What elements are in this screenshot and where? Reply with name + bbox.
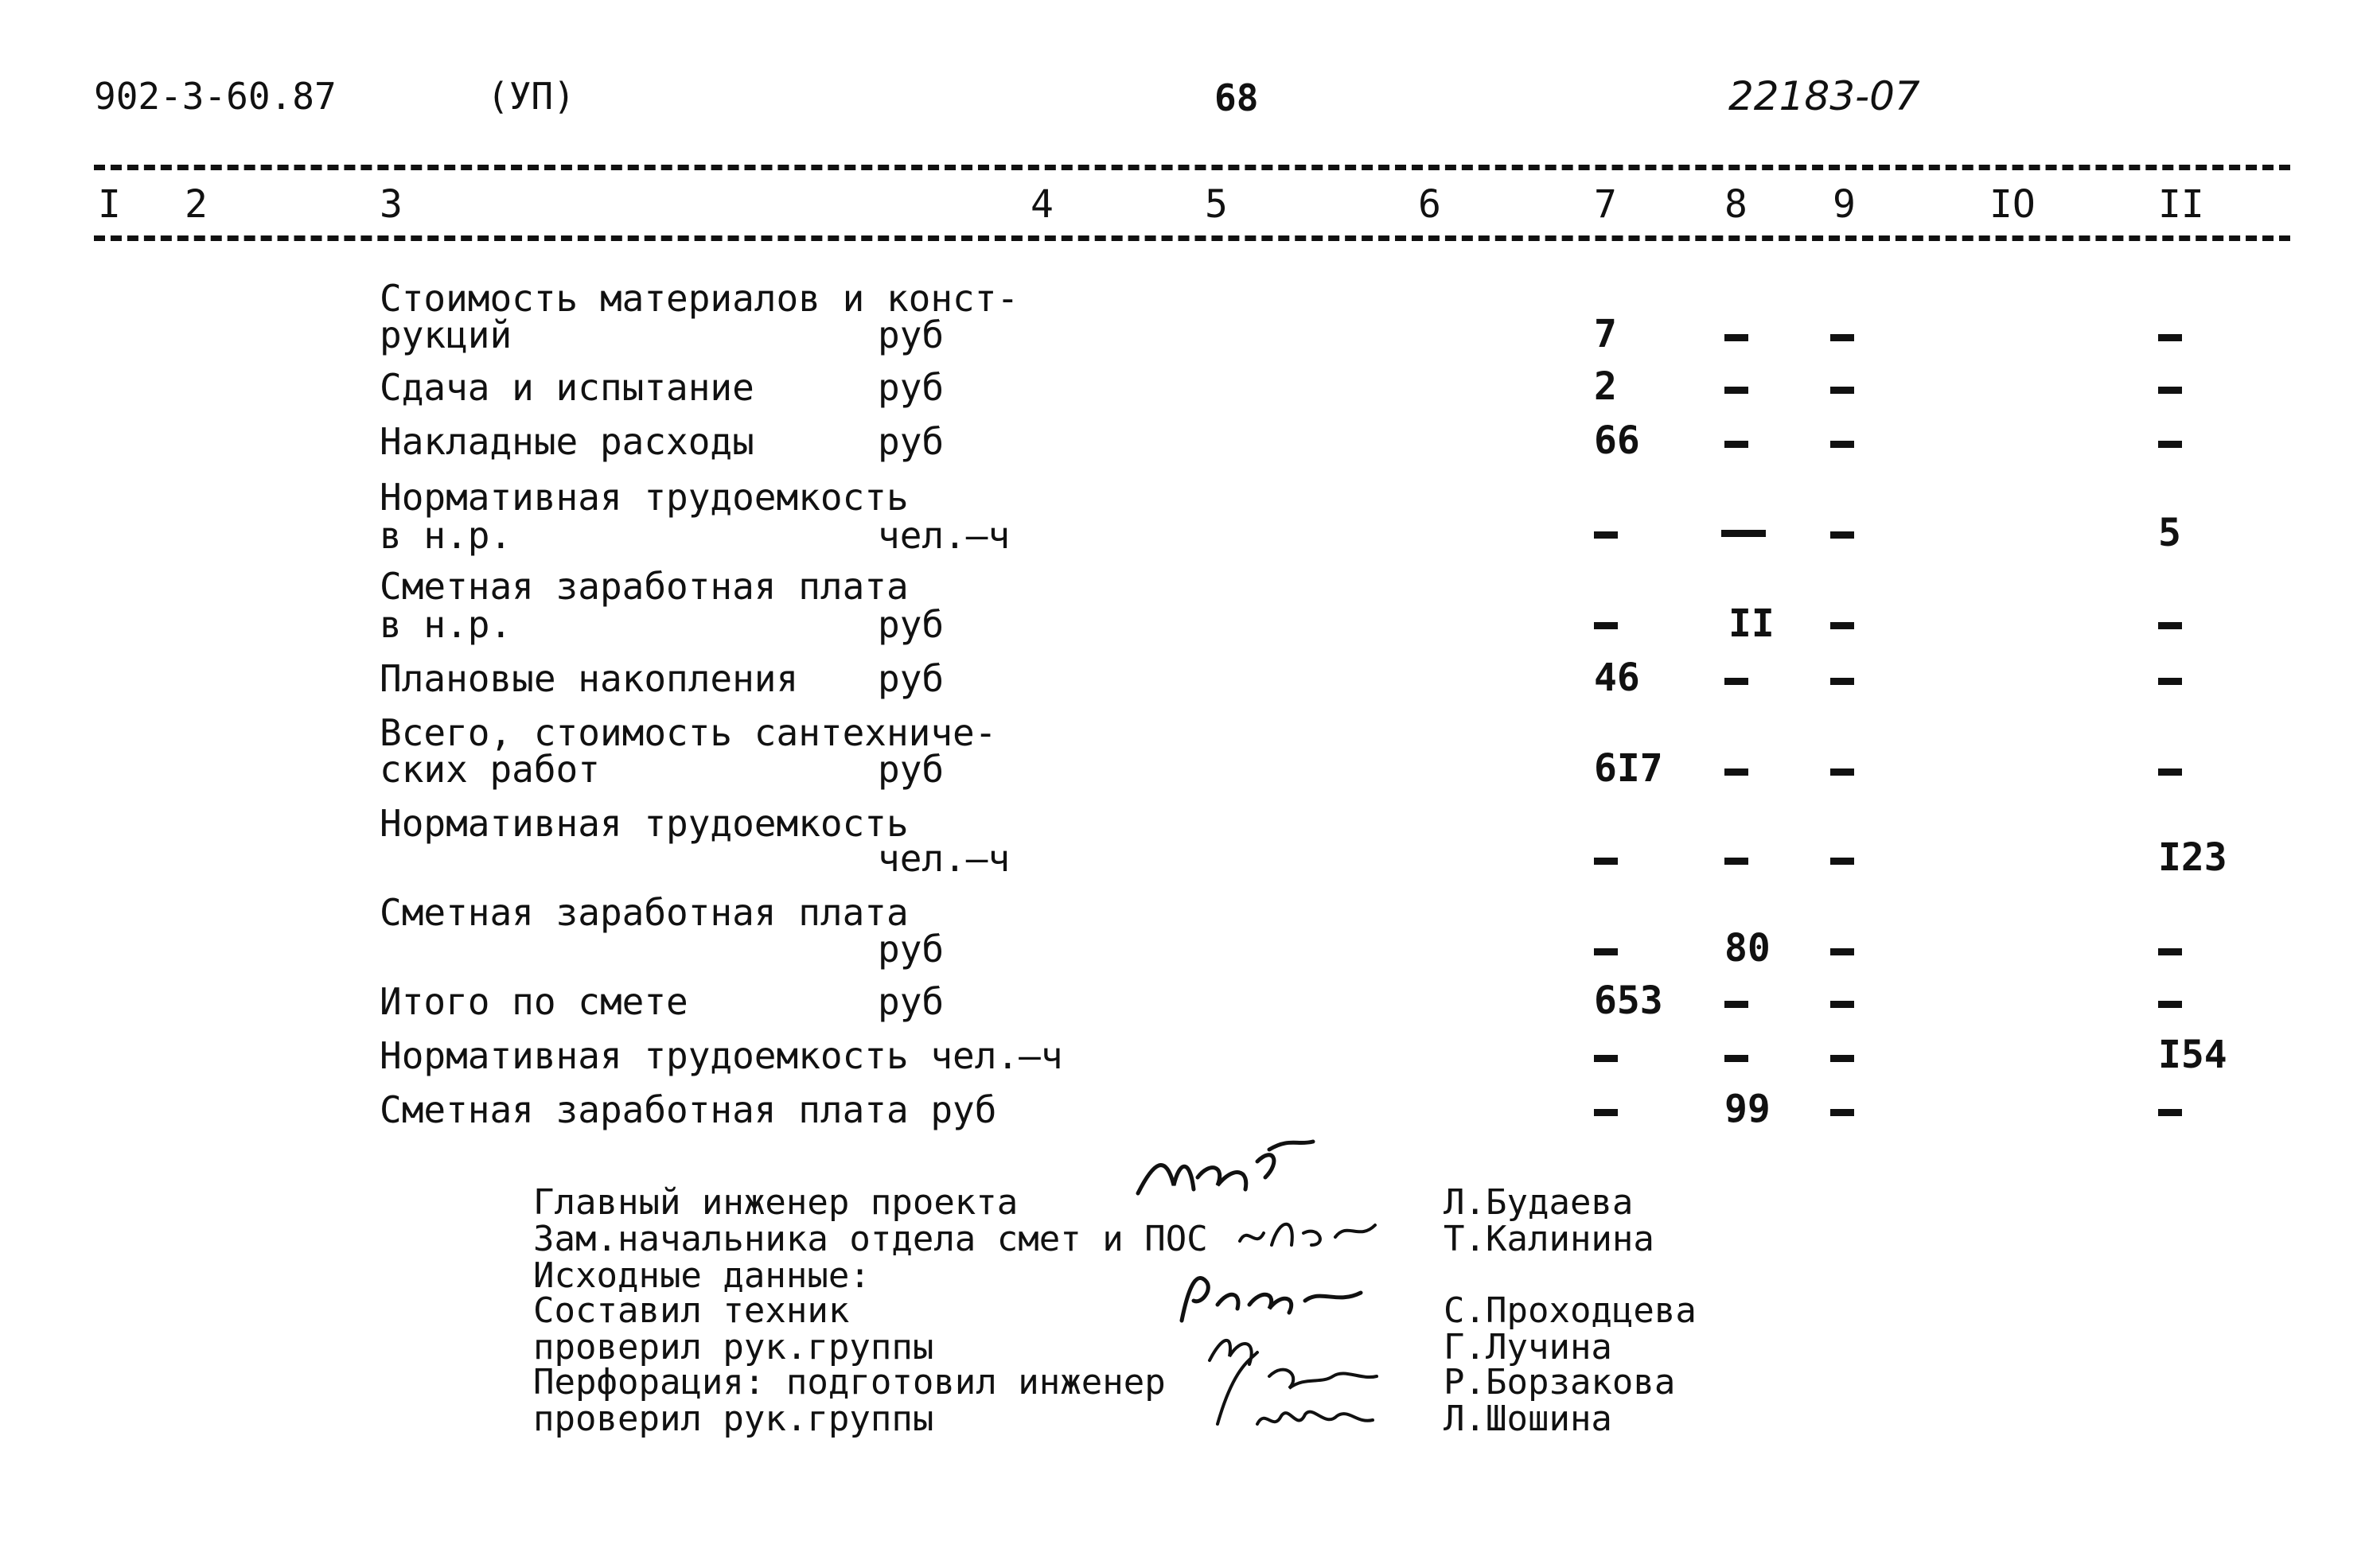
signature-role: Зам.начальника отдела смет и ПОС: [533, 1219, 1208, 1259]
row-label-cont: рукций: [380, 313, 512, 356]
signature-name: Л.Шошина: [1444, 1399, 1612, 1439]
cell-col8: 99: [1724, 1087, 1771, 1131]
signature-role: Главный инженер проекта: [533, 1182, 1019, 1223]
column-number: II: [2158, 182, 2204, 227]
cell-col7-dash: [1594, 948, 1618, 955]
column-number: 2: [185, 182, 208, 227]
handwritten-signature: [1232, 1209, 1391, 1257]
cell-col7-dash: [1594, 622, 1618, 629]
cell-col11-dash: [2158, 948, 2182, 955]
cell-col9-dash: [1830, 441, 1854, 448]
signature-name: Г.Лучина: [1444, 1327, 1612, 1368]
cell-col8-dash: [1724, 441, 1748, 448]
column-number: 4: [1031, 182, 1054, 227]
cell-col8-dash: [1724, 1001, 1748, 1008]
document-mark: (УП): [487, 75, 575, 118]
row-label: Нормативная трудоемкость чел.–ч: [380, 1034, 1063, 1077]
row-label: Нормативная трудоемкость: [380, 802, 909, 845]
row-unit: руб: [878, 980, 945, 1023]
cell-col8-dash: [1724, 768, 1748, 776]
column-number: I: [98, 182, 121, 227]
cell-col11-dash: [2158, 387, 2182, 394]
cell-col9-dash: [1830, 1109, 1854, 1116]
cell-col9-dash: [1830, 948, 1854, 955]
row-label: Сдача и испытание: [380, 366, 754, 409]
document-code: 902-3-60.87: [94, 75, 337, 118]
cell-col7-dash: [1594, 1109, 1618, 1116]
register-code: 22183-07: [1728, 73, 1920, 119]
cell-col8-dash: [1724, 858, 1748, 865]
column-number: 5: [1205, 182, 1228, 227]
cell-col9-dash: [1830, 334, 1854, 341]
cell-col11-dash: [2158, 768, 2182, 776]
cell-col8-dash: [1721, 530, 1766, 537]
cell-col8: II: [1728, 601, 1775, 646]
column-number: 8: [1724, 182, 1748, 227]
cell-col7: 46: [1594, 656, 1640, 700]
cell-col7-dash: [1594, 858, 1618, 865]
row-label: Сметная заработная плата: [380, 565, 909, 608]
row-label: Сметная заработная плата: [380, 891, 909, 934]
cell-col11-dash: [2158, 678, 2182, 685]
signature-name: Л.Будаева: [1444, 1182, 1634, 1223]
row-label: Стоимость материалов и конст-: [380, 277, 1019, 320]
cell-col8-dash: [1724, 678, 1748, 685]
handwritten-signature: [1130, 1130, 1337, 1209]
row-unit: чел.–ч: [878, 514, 1011, 557]
cell-col7-dash: [1594, 1055, 1618, 1062]
signature-name: С.Проходцева: [1444, 1290, 1697, 1331]
page-number: 68: [1214, 76, 1259, 119]
row-label-cont: ских работ: [380, 748, 600, 791]
handwritten-signature: [1194, 1321, 1401, 1440]
cell-col7: 6I7: [1594, 746, 1663, 791]
column-number: 7: [1594, 182, 1617, 227]
cell-col9-dash: [1830, 768, 1854, 776]
cell-col7: 653: [1594, 979, 1663, 1023]
row-unit: чел.–ч: [878, 837, 1011, 880]
row-unit: руб: [878, 603, 945, 646]
cell-col9-dash: [1830, 1055, 1854, 1062]
cell-col9-dash: [1830, 678, 1854, 685]
cell-col9-dash: [1830, 387, 1854, 394]
row-unit: руб: [878, 313, 945, 356]
column-number: 6: [1418, 182, 1441, 227]
cell-col11: I54: [2158, 1033, 2227, 1077]
cell-col9-dash: [1830, 1001, 1854, 1008]
row-unit: руб: [878, 420, 945, 463]
cell-col11-dash: [2158, 622, 2182, 629]
signature-role: Перфорация: подготовил инженер: [533, 1362, 1166, 1403]
cell-col8-dash: [1724, 1055, 1748, 1062]
cell-col11: 5: [2158, 511, 2181, 555]
row-unit: руб: [878, 366, 945, 409]
cell-col11-dash: [2158, 441, 2182, 448]
handwritten-signature: [1170, 1265, 1377, 1329]
cell-col8: 80: [1724, 926, 1771, 971]
row-label: Сметная заработная плата руб: [380, 1088, 997, 1131]
header-bottom-rule: [94, 235, 2290, 241]
header-top-rule: [94, 165, 2290, 170]
row-label: Плановые накопления: [380, 657, 799, 700]
column-number: IO: [1989, 182, 2036, 227]
cell-col7: 7: [1594, 312, 1617, 356]
row-unit: руб: [878, 748, 945, 791]
signature-role: Составил техник: [533, 1290, 850, 1331]
cell-col11-dash: [2158, 334, 2182, 341]
cell-col8-dash: [1724, 334, 1748, 341]
row-label-cont: в н.р.: [380, 514, 512, 557]
cell-col11-dash: [2158, 1109, 2182, 1116]
cell-col7-dash: [1594, 531, 1618, 539]
cell-col9-dash: [1830, 531, 1854, 539]
row-label: Накладные расходы: [380, 420, 754, 463]
cell-col11: I23: [2158, 835, 2227, 880]
cell-col7: 2: [1594, 364, 1617, 409]
cell-col8-dash: [1724, 387, 1748, 394]
row-label: Всего, стоимость сантехниче-: [380, 711, 997, 754]
cell-col9-dash: [1830, 622, 1854, 629]
signature-role: проверил рук.группы: [533, 1327, 934, 1368]
column-number: 9: [1833, 182, 1856, 227]
signature-role: Исходные данные:: [533, 1255, 871, 1296]
row-label: Итого по смете: [380, 980, 688, 1023]
row-unit: руб: [878, 928, 945, 971]
cell-col9-dash: [1830, 858, 1854, 865]
cell-col11-dash: [2158, 1001, 2182, 1008]
signature-name: Р.Борзакова: [1444, 1362, 1676, 1403]
cell-col7: 66: [1594, 418, 1640, 463]
row-label-cont: в н.р.: [380, 603, 512, 646]
column-number: 3: [380, 182, 403, 227]
row-label: Нормативная трудоемкость: [380, 476, 909, 519]
row-unit: руб: [878, 657, 945, 700]
signature-name: Т.Калинина: [1444, 1219, 1654, 1259]
signature-role: проверил рук.группы: [533, 1399, 934, 1439]
